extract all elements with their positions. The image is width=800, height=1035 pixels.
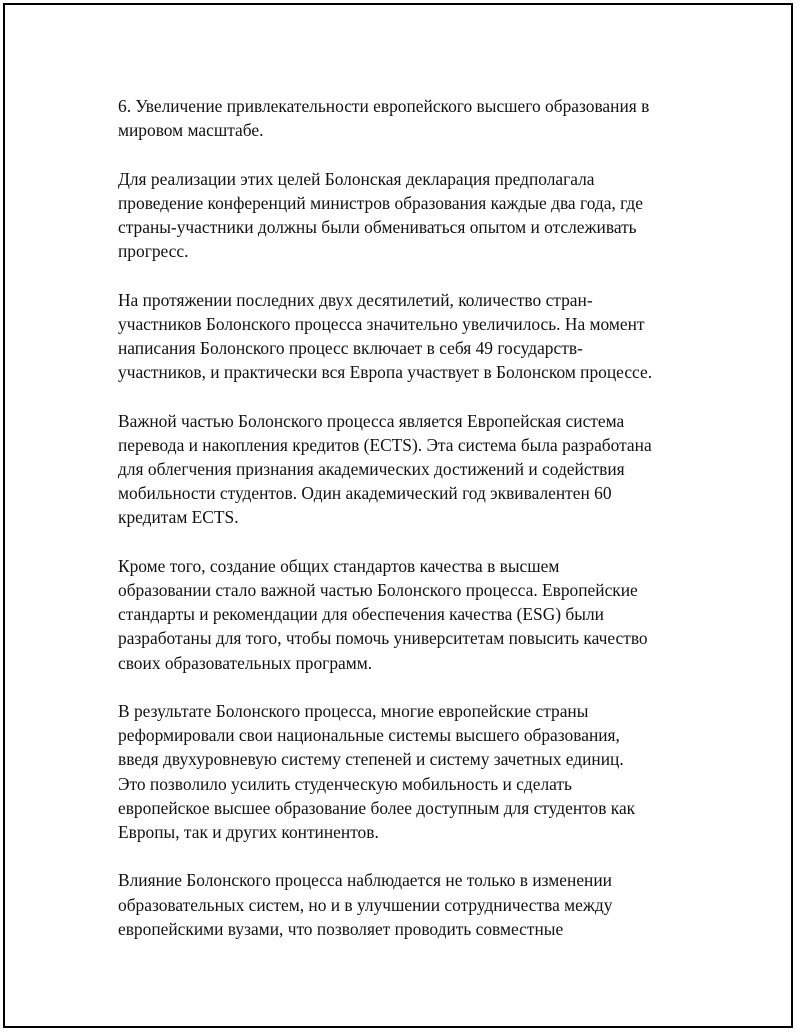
paragraph-cooperation: Влияние Болонского процесса наблюдается не только в изменении образовательных систем, но и в улучшении сотрудничества между европейскими вузами, что позволяет проводить совместные — [118, 870, 613, 939]
paragraph-ects: Важной частью Болонского процесса является Европейская система перевода и накопления кредитов (ECTS). Эта система была разработана для облегчения признания академических достижений и содействия мобильности студентов. Один академический год эквивалентен 60 кредитам ECTS. — [118, 410, 652, 528]
paragraph-ministerial-conferences: Для реализации этих целей Болонская декларация предполагала проведение конференций министров образования каждые два года, где страны-участники должны были обмениваться опытом и отслеживать прогресс. — [118, 168, 643, 262]
paragraph-member-countries: На протяжении последних двух десятилетий, количество стран- участников Болонского процесса значительно увеличилось. На момент написания Болонского процесс включает в себя 49 государств- участников, и практически вся Европа участвует в Болонском процессе. — [118, 289, 653, 383]
document-body — [118, 94, 698, 941]
paragraph-reforms: В результате Болонского процесса, многие европейские страны реформировали свои национальные системы высшего образования, введя двухуровневую систему степеней и систему зачетных единиц. Это позволило усилить студенческую мобильность и сделать европейское высшее образование более доступным для студентов как Европы, так и других континентов. — [118, 701, 636, 843]
paragraph-goal-6: 6. Увеличение привлекательности европейского высшего образования в мировом масштабе. — [118, 96, 650, 141]
paragraph-esg: Кроме того, создание общих стандартов качества в высшем образовании стало важной частью Болонского процесса. Европейские стандарты и рекомендации для обеспечения качества (ESG) были разработаны для того, чтобы помочь университетам повысить качество своих образовательных программ. — [118, 555, 648, 673]
